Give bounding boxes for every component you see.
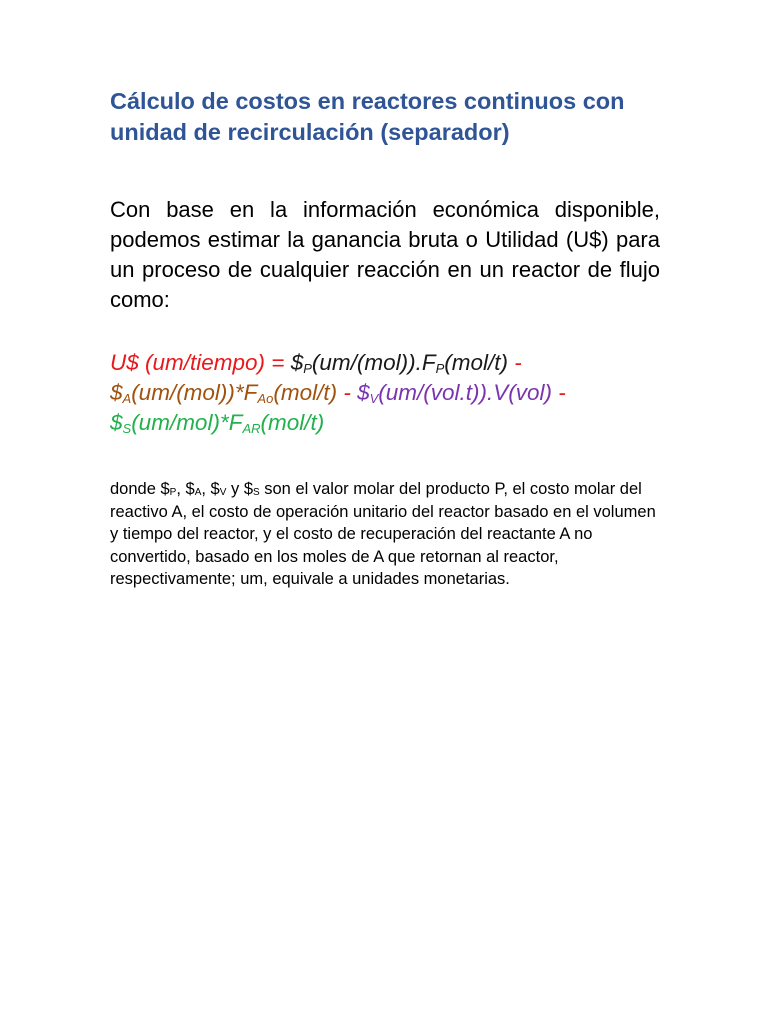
formula-minus-1: - [508, 350, 522, 375]
reactant-cost-unit: (um/(mol))*F [131, 380, 258, 405]
volume-cost-unit: (um/(vol.t)).V(vol) [378, 380, 553, 405]
separator-1: , [176, 480, 186, 498]
page-title: Cálculo de costos en reactores continuos con unidad de recirculación (separador) [110, 88, 625, 145]
formula-reactant-term [110, 380, 337, 405]
recovery-cost-unit: (um/mol)*F [131, 410, 243, 435]
symbol-a: $ [185, 480, 195, 498]
reactant-flow-unit: (mol/t) [273, 380, 338, 405]
symbol-s: $ [243, 480, 253, 498]
reactant-flow-subscript: Ao [257, 391, 274, 406]
recovery-cost-subscript: S [122, 421, 132, 436]
reactant-cost-subscript: A [122, 391, 132, 406]
volume-cost-symbol: $ [357, 380, 370, 405]
formula-minus-2: - [337, 380, 358, 405]
symbol-p: $ [160, 480, 170, 498]
separator-y: y [226, 480, 244, 498]
intro-paragraph: Con base en la información económica disponible, podemos estimar la ganancia bruta o Utilidad (U$) para un proceso de cualquier reacción en un reactor de flujo como: [110, 197, 660, 312]
symbol-v: $ [210, 480, 220, 498]
product-flow-unit: (mol/t) [444, 350, 509, 375]
symbol-p-subscript: P [169, 487, 177, 498]
product-price-unit: (um/(mol)).F [311, 350, 436, 375]
product-price-subscript: P [303, 361, 312, 376]
definitions-text: son el valor molar del producto P, el costo molar del reactivo A, el costo de operación unitario del reactor basado en el volumen y tiempo del reactor, y el costo de recuperación del reactante A no convertido, basado en los moles de A que retornan al reactor, respectivamente; um, equivale a unidades monetarias. [110, 480, 656, 588]
separator-2: , [201, 480, 211, 498]
symbol-v-subscript: V [219, 487, 227, 498]
product-price-symbol: $ [290, 350, 304, 375]
formula-product-term [291, 350, 508, 375]
formula-volume-term [357, 380, 552, 405]
formula-recovery-term [110, 410, 324, 435]
product-flow-subscript: P [435, 361, 445, 376]
symbol-s-subscript: S [253, 487, 260, 498]
recycle-flow-subscript: AR [242, 421, 261, 436]
recycle-flow-unit: (mol/t) [260, 410, 325, 435]
definitions-paragraph [110, 478, 660, 591]
profit-formula [110, 348, 670, 438]
definitions-lead: donde [110, 480, 161, 498]
recovery-cost-symbol: $ [110, 410, 123, 435]
formula-equals: = [265, 350, 291, 375]
formula-minus-3: - [552, 380, 566, 405]
formula-lhs: U$ (um/tiempo) [110, 350, 266, 375]
reactant-cost-symbol: $ [110, 380, 123, 405]
volume-cost-subscript: V [369, 391, 379, 406]
symbol-a-subscript: A [194, 487, 202, 498]
